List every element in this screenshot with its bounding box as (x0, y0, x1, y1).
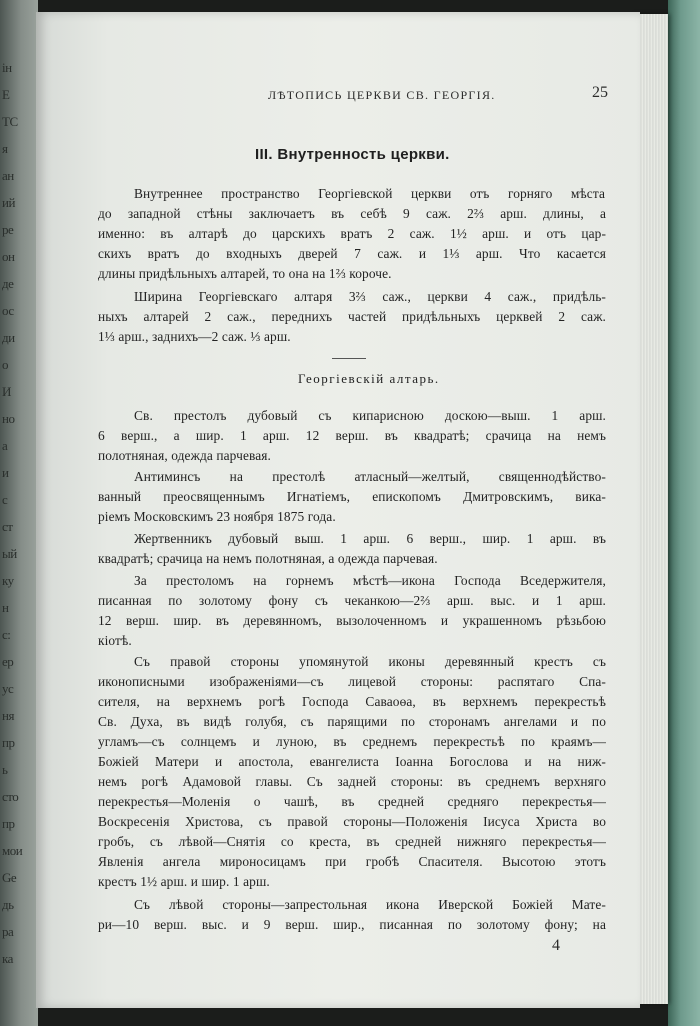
facing-page-text-fragment: мои (2, 843, 23, 858)
facing-page-text-fragment: пр (2, 816, 15, 831)
facing-page-text-fragment: с (2, 492, 8, 507)
facing-page-text-fragment: но (2, 411, 15, 426)
facing-page-text-fragment: ня (2, 708, 14, 723)
facing-page-text-fragment: и (2, 465, 9, 480)
text-line: ныхъ алтарей 2 саж., переднихъ частей придѣльныхъ церквей 2 саж. (98, 309, 606, 324)
facing-page-edge (0, 0, 38, 1026)
facing-page-text-fragment: ре (2, 222, 14, 237)
facing-page-text-fragment: ос (2, 303, 14, 318)
text-line: длины придѣльныхъ алтарей, то она на 1⅔ короче. (98, 266, 392, 281)
text-line: скихъ вратъ до входныхъ дверей 7 саж. и 1⅓ арш. Что касается (98, 246, 606, 261)
facing-page-text-fragment: ка (2, 951, 13, 966)
section-divider (332, 358, 366, 359)
page-number: 25 (592, 84, 608, 101)
text-line: полотняная, одежда парчевая. (98, 448, 271, 463)
text-line: угламъ—съ солнцемъ и луною, въ среднемъ перекрестьѣ по краямъ— (98, 734, 606, 749)
text-line: Съ лѣвой стороны—запрестольная икона Иверской Божіей Мате- (134, 897, 606, 912)
facing-page-text-fragment: ра (2, 924, 14, 939)
text-line: до западной стѣны заключаетъ въ себѣ 9 саж. 2⅔ арш. длины, а (98, 206, 606, 221)
text-line: Явленія ангела мироносицамъ при гробѣ Спасителя. Высотою этотъ (98, 854, 606, 869)
text-line: Внутреннее пространство Георгіевской церкви отъ горняго мѣста (134, 186, 605, 201)
facing-page-text-fragment: сто (2, 789, 19, 804)
facing-page-text-fragment: ь (2, 762, 8, 777)
subsection-title: Георгіевскій алтарь. (298, 371, 440, 386)
facing-page-text-fragment: с: (2, 627, 11, 642)
facing-page-text-fragment: ди (2, 330, 15, 345)
section-title: III. Внутренность церкви. (255, 146, 450, 163)
facing-page-text-fragment: дь (2, 897, 14, 912)
text-line: Св. престолъ дубовый съ кипарисною доскою—выш. 1 арш. (134, 408, 606, 423)
facing-page-text-fragment: ТС (2, 114, 18, 129)
text-line: именно: въ алтарѣ до царскихъ вратъ 2 саж. 1½ арш. и отъ цар- (98, 226, 606, 241)
text-line: перекрестья—Моленія о чашѣ, въ средней средняго перекрестья— (98, 794, 606, 809)
text-line: 1⅓ арш., заднихъ—2 саж. ⅓ арш. (98, 329, 291, 344)
facing-page-text-fragment: де (2, 276, 14, 291)
text-line: ванный преосвященнымъ Игнатіемъ, епископомъ Дмитровскимъ, вика- (98, 489, 606, 504)
facing-page-text-fragment: И (2, 384, 11, 399)
facing-page-text-fragment: ст (2, 519, 13, 534)
facing-page-text-fragment: ан (2, 168, 14, 183)
text-line: Съ правой стороны упомянутой иконы деревянный крестъ съ (134, 654, 606, 669)
text-line: сителя, на верхнемъ рогѣ Господа Саваоѳа, въ верхнемъ перекрестьѣ (98, 694, 606, 709)
facing-page-text-fragment: н (2, 600, 9, 615)
book-page (36, 12, 640, 1008)
facing-page-text-fragment: ер (2, 654, 14, 669)
text-line: Св. Духа, въ видѣ голубя, съ парящими по сторонамъ ангелами и по (98, 714, 606, 729)
text-line: писанная по золотому фону съ чеканкою—2⅔ арш. выс. и 1 арш. (98, 593, 606, 608)
text-line: 6 верш., а шир. 1 арш. 12 верш. въ квадратѣ; срачица на немъ (98, 428, 606, 443)
text-line: ри—10 верш. выс. и 9 верш. шир., писанная по золотому фону; на (98, 917, 606, 932)
facing-page-text-fragment: а (2, 438, 8, 453)
facing-page-text-fragment: Е (2, 87, 10, 102)
text-line: Ширина Георгіевскаго алтаря 3⅔ саж., церкви 4 саж., придѣль- (134, 289, 606, 304)
background-cloth (668, 0, 700, 1026)
text-line: кіотѣ. (98, 633, 132, 648)
facing-page-text-fragment: о (2, 357, 8, 372)
text-line: квадратѣ; срачица на немъ полотняная, а одежда парчевая. (98, 551, 438, 566)
text-line: ріемъ Московскимъ 23 ноября 1875 года. (98, 509, 336, 524)
text-line: За престоломъ на горнемъ мѣстѣ—икона Господа Вседержителя, (134, 573, 606, 588)
facing-page-text-fragment: ін (2, 60, 12, 75)
text-line: крестъ 1½ арш. и шир. 1 арш. (98, 874, 270, 889)
facing-page-text-fragment: ый (2, 546, 17, 561)
text-line: немъ рогѣ Адамовой главы. Съ задней стороны: въ среднемъ верхняго (98, 774, 606, 789)
running-head: ЛѢТОПИСЬ ЦЕРКВИ СВ. ГЕОРГІЯ. (268, 88, 496, 102)
signature-mark: 4 (552, 937, 560, 954)
text-line: Божіей Матери и апостола, евангелиста Іоанна Богослова и на ниж- (98, 754, 606, 769)
text-line: 12 верш. шир. въ деревянномъ, вызолоченномъ и украшенномъ рѣзьбою (98, 613, 606, 628)
text-line: Жертвенникъ дубовый выш. 1 арш. 6 верш., шир. 1 арш. въ (134, 531, 606, 546)
facing-page-text-fragment: ку (2, 573, 14, 588)
facing-page-text-fragment: ус (2, 681, 14, 696)
facing-page-text-fragment: ий (2, 195, 15, 210)
text-line: гробъ, съ лѣвой—Снятія со креста, въ средней нижняго перекрестья— (98, 834, 606, 849)
facing-page-text-fragment: пр (2, 735, 15, 750)
text-line: Воскресенія Христова, съ правой стороны—Положенія Іисуса Христа во (98, 814, 606, 829)
facing-page-text-fragment: я (2, 141, 8, 156)
facing-page-text-fragment: он (2, 249, 15, 264)
facing-page-text-fragment: Ge (2, 870, 17, 885)
text-line: Антиминсъ на престолѣ атласный—желтый, священнодѣйство- (134, 469, 606, 484)
text-line: иконописными изображеніями—съ лицевой стороны: распятаго Спа- (98, 674, 606, 689)
